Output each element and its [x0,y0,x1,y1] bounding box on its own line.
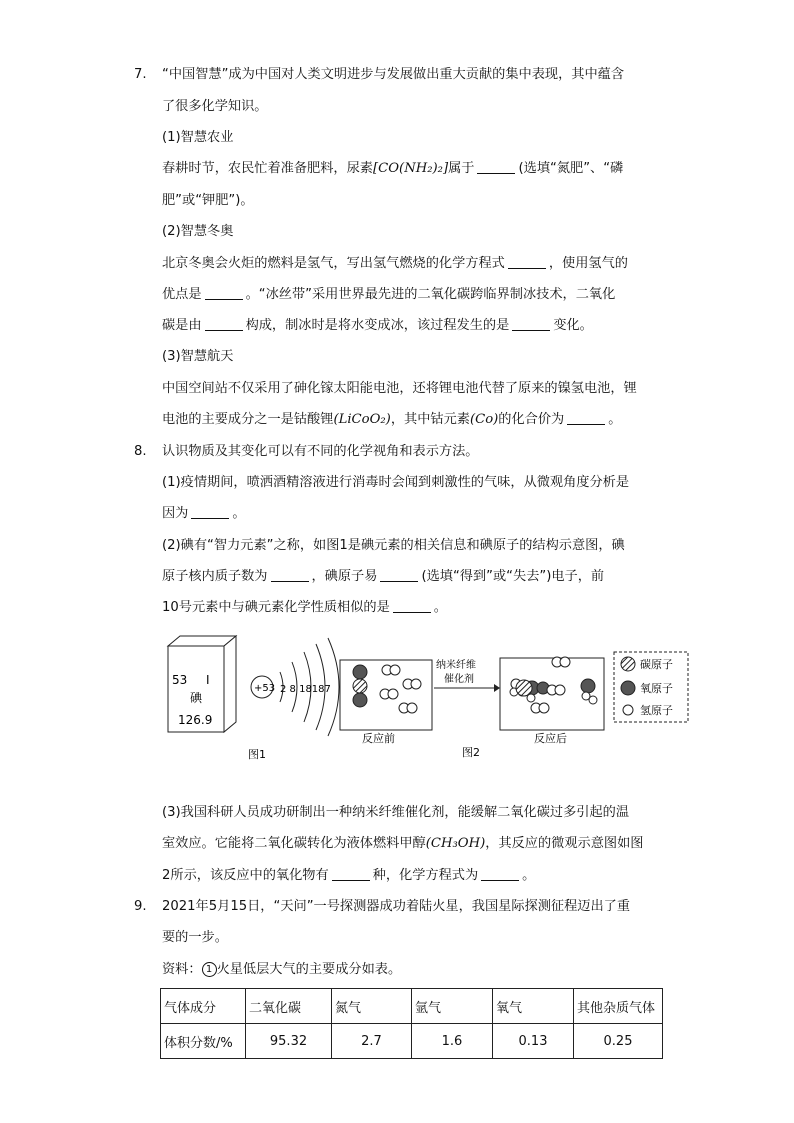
table-cell: 0.25 [574,1024,663,1059]
q8-line-9: 2所示，该反应中的氧化物有 种，化学方程式为 。 [162,868,536,883]
answer-blank[interactable] [380,569,418,582]
figures-1-2 [160,632,700,767]
q8-line-3: 因为 。 [162,506,246,521]
q7-subheading-3: (3)智慧航天 [162,349,234,364]
table-header: 氩气 [412,989,493,1024]
co-formula: (Co) [469,412,499,427]
element-name: 碘 [190,691,203,705]
q8-line-6: 10号元素中与碘元素化学性质相似的是 。 [162,600,447,615]
table-header: 氮气 [332,989,412,1024]
methanol-formula: (CH₃OH) [425,836,486,851]
answer-blank[interactable] [205,287,243,300]
q7-line-9: 电池的主要成分之一是钴酸锂(LiCoO₂)，其中钴元素(Co)的化合价为 。 [162,412,622,427]
before-label: 反应前 [362,732,395,745]
q8-line-5: 原子核内质子数为 ，碘原子易 (选填“得到”或“失去”)电子，前 [162,569,605,584]
legend-carbon: 碳原子 [640,658,673,671]
catalyst-label-2: 催化剂 [444,674,474,685]
circled-number: 1 [202,962,217,977]
licoo2-formula: (LiCoO₂) [333,412,391,427]
q7-line-8: 中国空间站不仅采用了砷化镓太阳能电池，还将锂电池代替了原来的镍氢电池，锂 [162,381,637,396]
q7-line-2: 了很多化学知识。 [162,99,268,114]
table-header: 氧气 [493,989,574,1024]
answer-blank[interactable] [481,868,519,881]
element-symbol: I [206,673,210,687]
answer-blank[interactable] [393,600,431,613]
answer-blank[interactable] [567,412,605,425]
iodine-atom-structure [251,638,339,736]
q7-line-6: 优点是 。“冰丝带”采用世界最先进的二氧化碳跨临界制冰技术，二氧化 [162,287,616,302]
legend-oxygen: 氧原子 [640,682,673,695]
q8-line-4: (2)碘有“智力元素”之称，如图1是碘元素的相关信息和碘原子的结构示意图，碘 [162,538,625,553]
q7-subheading-2: (2)智慧冬奥 [162,224,234,239]
after-label: 反应后 [534,732,567,745]
q8-line-1: 认识物质及其变化可以有不同的化学视角和表示方法。 [162,444,479,459]
q7-line-4: 肥”或“钾肥”)。 [162,193,254,208]
table-cell: 2.7 [332,1024,412,1059]
table-cell: 1.6 [412,1024,493,1059]
q7-line-5: 北京冬奥会火炬的燃料是氢气，写出氢气燃烧的化学方程式 ，使用氢气的 [162,256,628,271]
legend-hydrogen: 氢原子 [640,704,673,717]
answer-blank[interactable] [512,318,550,331]
question-number-7: 7. [134,67,147,82]
question-number-8: 8. [134,444,147,459]
question-number-9: 9. [134,899,147,914]
q7-line-7: 碳是由 构成，制冰时是将水变成冰，该过程发生的是 变化。 [162,318,593,333]
table-header: 二氧化碳 [246,989,332,1024]
mars-atmosphere-table [160,988,663,1059]
q9-line-1: 2021年5月15日，“天问”一号探测器成功着陆火星，我国星际探测征程迈出了重 [162,899,631,914]
table-cell: 95.32 [246,1024,332,1059]
q7-line-3: 春耕时节，农民忙着准备肥料，尿素[CO(NH₂)₂]属于 (选填“氮肥”、“磷 [162,161,624,176]
answer-blank[interactable] [205,318,243,331]
answer-blank[interactable] [271,569,309,582]
atomic-mass: 126.9 [178,713,213,727]
figure-2-caption: 图2 [462,746,480,759]
nucleus-charge: +53 [254,683,276,694]
q7-line-1: “中国智慧”成为中国对人类文明进步与发展做出重大贡献的集中表现，其中蕴含 [162,67,625,82]
answer-blank[interactable] [477,161,515,174]
table-cell: 0.13 [493,1024,574,1059]
electron-shells: 2 8 18187 [280,684,331,695]
q7-subheading-1: (1)智慧农业 [162,130,234,145]
table-header: 其他杂质气体 [574,989,663,1024]
catalyst-label-1: 纳米纤维 [436,660,476,671]
table-row [161,1024,663,1059]
q9-line-2: 要的一步。 [162,930,228,945]
q8-line-8: 室效应。它能将二氧化碳转化为液体燃料甲醇(CH₃OH)，其反应的微观示意图如图 [162,836,644,851]
answer-blank[interactable] [332,868,370,881]
figure-1-caption: 图1 [248,748,266,761]
q9-line-3: 资料： 1 火星低层大气的主要成分如表。 [162,962,402,977]
urea-formula: [CO(NH₂)₂] [373,161,449,176]
row-label: 体积分数/% [161,1024,246,1059]
iodine-element-cube [168,636,236,732]
atomic-number: 53 [172,673,188,687]
table-header-row [161,989,663,1024]
answer-blank[interactable] [508,256,546,269]
table-header: 气体成分 [161,989,246,1024]
q8-line-7: (3)我国科研人员成功研制出一种纳米纤维催化剂，能缓解二氧化碳过多引起的温 [162,805,630,820]
q8-line-2: (1)疫情期间，喷洒酒精溶液进行消毒时会闻到刺激性的气味，从微观角度分析是 [162,475,630,490]
answer-blank[interactable] [191,506,229,519]
